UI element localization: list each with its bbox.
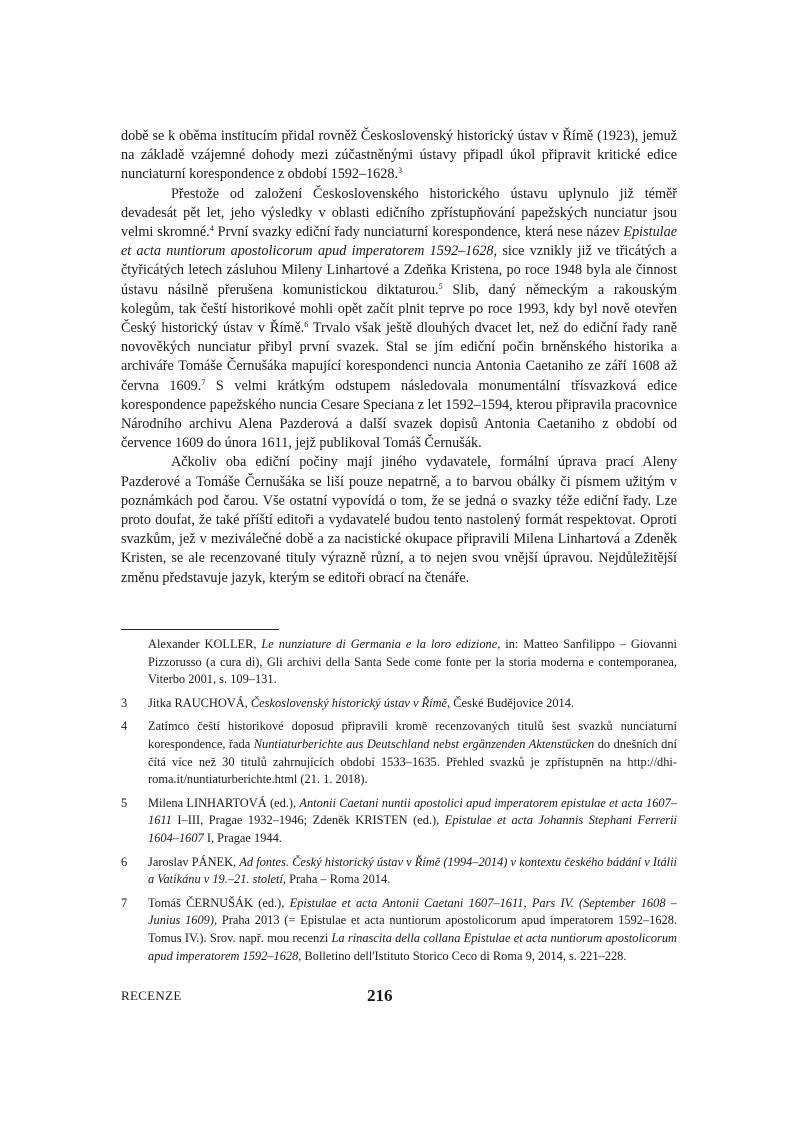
running-footer [121, 986, 677, 1008]
footnote-text [148, 854, 677, 889]
paragraph-2-text-e: Trvalo však ještě dlouhých dvacet let, než do ediční řady raně novověkých nunciatur přibyl první svazek. Stal se jím ediční počin brněnského historika a archiváře Tomáše Černušáka mapující korespondenci nuncia Antonia Caetaniho ze září 1608 až června 1609. [121, 320, 677, 394]
footnote-6 [121, 854, 677, 889]
paragraph-3 [121, 453, 677, 587]
fn7-italic-2: La rinascita della collana Epistulae et acta nuntiorum apostolicorum apud imperatorem 1592–1628, [148, 930, 678, 963]
paragraph-2-text-b: První svazky ediční řady nunciaturní korespondence, která nese název [213, 224, 624, 241]
footnote-3 [121, 695, 677, 713]
footnote-text [148, 695, 677, 713]
fn5-italic-1: Antonii Caetani nuntii apostolici apud imperatorem epistulae et acta 1607–1611 [148, 795, 678, 828]
fn6-b: Praha – Roma 2014. [286, 872, 391, 887]
paragraph-2-text-f: S velmi krátkým odstupem následovala monumentální třísvazková edice korespondence papežského nuncia Cesare Speciana z let 1592–1594, kterou připravila pracovnice Národního archivu Alena Pazderová a další svazek dopisů Antonia Caetaniho z období od července 1609 do února 1611, jejž publikoval Tomáš Černušák. [121, 377, 677, 452]
footnote-number: 3 [121, 695, 128, 710]
fn5-a: Milena LINHARTOVÁ (ed.), [148, 795, 300, 810]
footnote-number: 6 [121, 854, 128, 869]
page-number: 216 [367, 986, 393, 1005]
paragraph-2-text-c: sice vznikly již ve třicátých a čtyřicátých letech zásluhou Mileny Linhartové a Zdeňka Kristena, po roce 1948 byla ale činnost ústavu násilně přerušena komunistickou diktaturou. [121, 243, 677, 298]
fn4-italic: Nuntiaturberichte aus Deutschland nebst ergänzenden Aktenstücken [253, 736, 595, 751]
fn6-a: Jaroslav PÁNEK, [148, 854, 240, 869]
footnote-ref-4[interactable]: 4 [209, 224, 214, 234]
fn7-b: , Praha 2013 (= Epistulae et acta nuntiorum apostolicorum apud imperatorem 1592–1628. Tomus IV.). Srov. např. mou recenzi [148, 913, 678, 945]
section-label: RECENZE [121, 988, 182, 1003]
paragraph-3-text: Ačkoliv oba ediční počiny mají jiného vydavatele, formální úprava prací Aleny Pazderové a Tomáše Černušáka se liší pouze nepatrně, a to barvou obálky či písmem užitým v poznámkách pod čarou. Vše ostatní vypovídá o tom, že se jedná o svazky téže ediční řady. Lze proto doufat, že také příští editoři a vydavatelé budou tento nastolený formát respektovat. Oproti svazkům, jež v meziválečné době a za nacistické okupace připravili Milena Linhartová a Zdeněk Kristen, se ale recenzované tituly výrazně různí, a to nejen svou vnější úpravou. Nejdůležitější změnu představuje jazyk, kterým se editoři obrací na čtenáře. [121, 454, 677, 586]
fn5-b: I–III, Pragae 1932–1946; Zdeněk KRISTEN (ed.), [171, 813, 445, 828]
series-title-italic: Epistulae et acta nuntiorum apostolicorum apud imperatorem 1592–1628, [121, 224, 677, 260]
paragraph-1 [121, 127, 677, 185]
fn6-italic: Ad fontes. Český historický ústav v Římě (1994–2014) v kontextu českého bádání v Itálii a Vatikánu v 19.–21. století, [148, 854, 677, 887]
footnote-ref-5[interactable]: 5 [438, 281, 443, 291]
footnote-ref-7[interactable]: 7 [201, 377, 206, 387]
footnote-7 [121, 895, 677, 965]
footnote-number: 7 [121, 895, 128, 910]
footnote-5 [121, 795, 677, 848]
fn7-c: Bolletino dell'Istituto Storico Ceco di Roma 9, 2014, s. 221–228. [301, 948, 627, 963]
footnote-text [148, 718, 677, 788]
fn7-italic-1: Epistulae et acta Antonii Caetani 1607–1611, Pars IV. (September 1608 – Junius 1609) [148, 895, 677, 928]
paragraph-1-text: době se k oběma institucím přidal rovněž Československý historický ústav v Římě (1923), jemuž na základě vzájemné dohody mezi zúčastněnými ústavy připadl úkol připravit kritické edice nunciaturní korespondence z období 1592–1628. [121, 128, 677, 183]
paragraph-2 [121, 185, 677, 454]
fn3-italic: Československý historický ústav v Římě [250, 695, 448, 710]
fn3-a: Jitka RAUCHOVÁ, [148, 695, 251, 710]
fn5-italic-2: Epistulae et acta Johannis Stephani Ferrerii 1604–1607 [148, 813, 677, 845]
paragraph-2-text-a: Přestože od založení Československého historického ústavu uplynulo již téměř devadesát pět let, jeho výsledky v oblasti edičního zpřístupňování papežských nunciatur jsou velmi skromné. [121, 185, 677, 241]
footnote-text [148, 795, 677, 848]
paragraph-2-text-d: Slib, daný německým a rakouským kolegům, tak čeští historikové mohli opět začít plnit teprve po roce 1993, kdy byl nově otevřen Český historický ústav v Římě. [121, 281, 677, 337]
fn4-b: do dnešních dní čítá více než 30 titulů zahrnujících období 1533–1635. Přehled svazků je zpřístupněn na http://dhi-roma.it/nuntiaturberichte.html (21. 1. 2018). [148, 736, 677, 787]
footnote-number: 4 [121, 719, 128, 734]
fn-cont-a: Alexander KOLLER, [148, 637, 262, 651]
main-text [121, 127, 677, 588]
footnote-ref-3[interactable]: 3 [398, 166, 402, 176]
fn-cont-italic: Le nunziature di Germania e la loro edizione [261, 637, 498, 651]
fn3-b: , České Budějovice 2014. [447, 695, 575, 710]
footnote-continuation [121, 636, 677, 689]
footnote-separator [121, 629, 279, 630]
fn-cont-b: , in: Matteo Sanfilippo – Giovanni Pizzorusso (a cura di), Gli archivi della Santa Sede come fonte per la storia moderna e contemporanea, Viterbo 2001, s. 109–131. [148, 637, 677, 687]
fn5-c: I, Pragae 1944. [203, 830, 282, 845]
fn7-a: Tomáš ČERNUŠÁK (ed.), [148, 895, 290, 910]
footnotes [121, 636, 677, 971]
footnote-4 [121, 718, 677, 788]
footnote-number: 5 [121, 795, 128, 810]
footnote-ref-6[interactable]: 6 [304, 320, 309, 330]
fn4-a: Zatímco čeští historikové doposud připravili kromě recenzovaných titulů šest svazků nunciaturní korespondence, řada [148, 719, 677, 751]
footnote-text [148, 895, 677, 965]
